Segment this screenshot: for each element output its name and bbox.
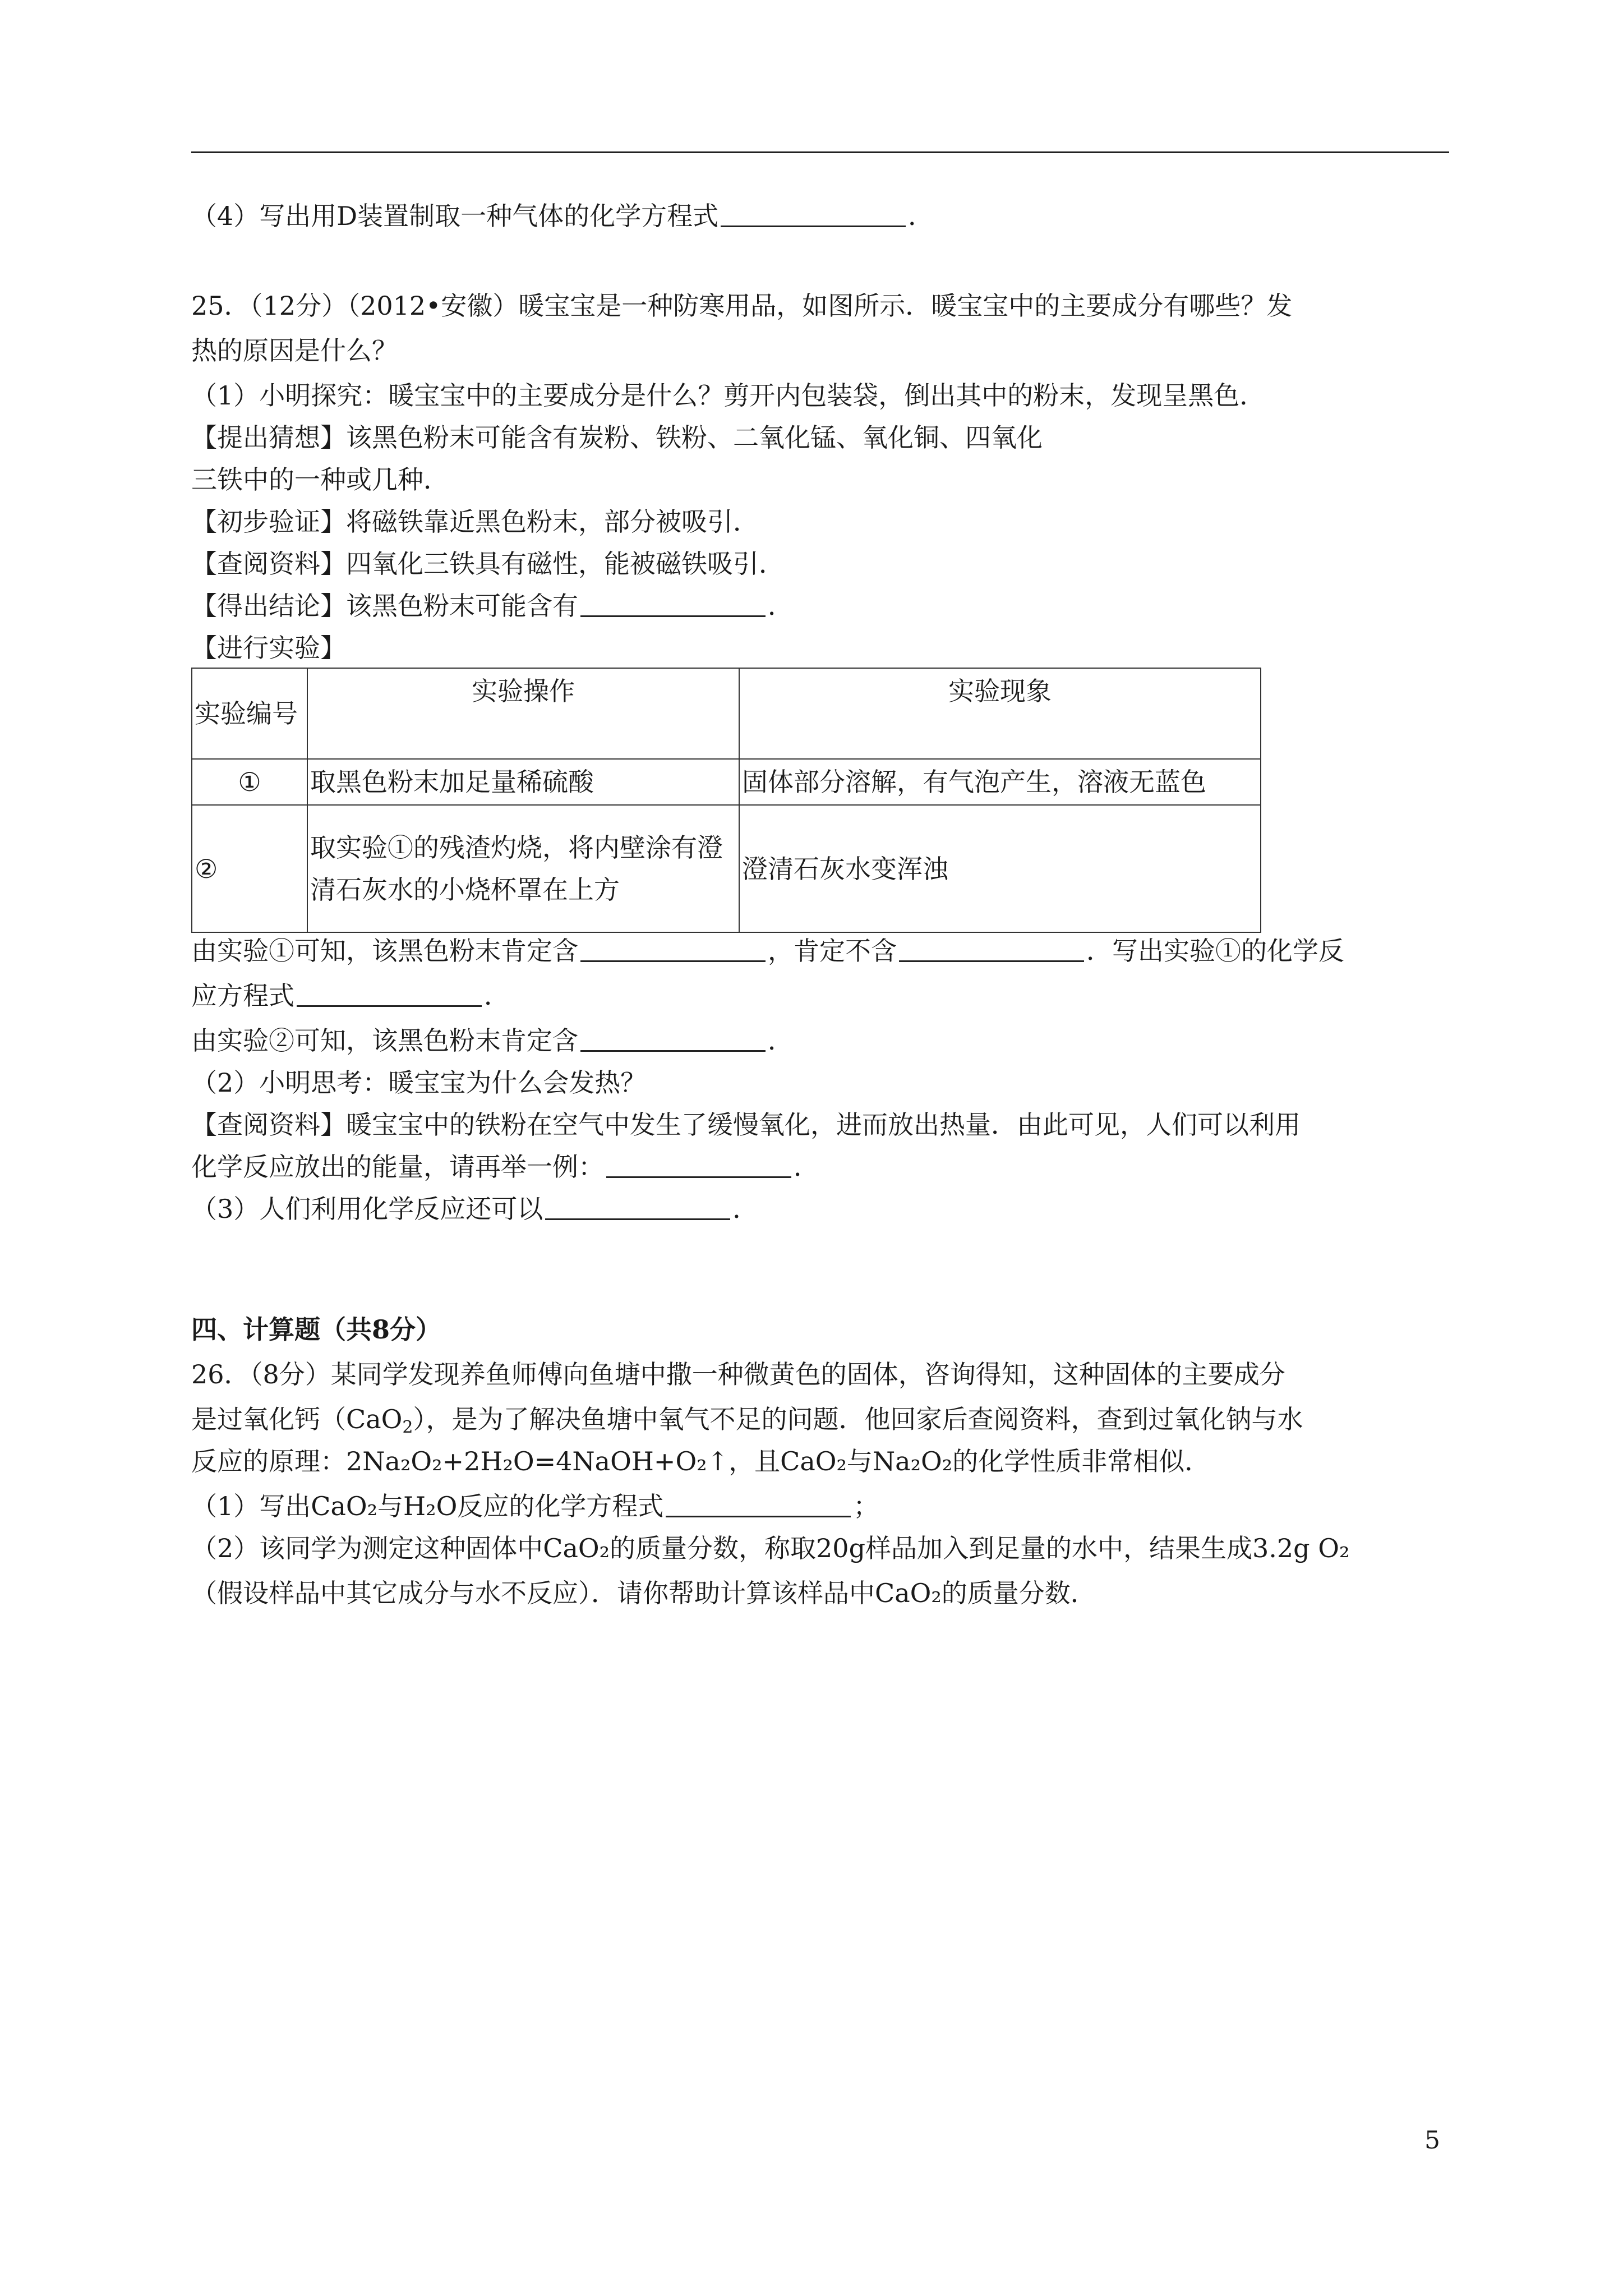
q25-lookup: 【查阅资料】四氧化三铁具有磁性，能被磁铁吸引． (191, 549, 785, 579)
answer-blank[interactable] (297, 1004, 482, 1007)
q25-result2: 由实验②可知，该黑色粉末肯定含 ． (191, 1025, 794, 1056)
q26-line2: 是过氧化钙（CaO$_2$），是为了解决鱼塘中氧气不足的问题．他回家后查阅资料，查到过氧化钠与水 (191, 1404, 1303, 1437)
q24-part4: （4）写出用D装置制取一种气体的化学方程式 ． (191, 201, 934, 231)
q26-line1: 26．（8分）某同学发现养鱼师傅向鱼塘中撒一种微黄色的固体，咨询得知，这种固体的主要成分 (191, 1359, 1285, 1389)
answer-blank[interactable] (899, 959, 1084, 962)
table-cell: 取黑色粉末加足量稀硫酸 (307, 759, 739, 805)
answer-blank[interactable] (721, 224, 906, 227)
answer-blank[interactable] (666, 1515, 851, 1517)
table-cell: 澄清石灰水变浑浊 (739, 805, 1261, 932)
answer-blank[interactable] (606, 1175, 791, 1178)
table-cell: 固体部分溶解，有气泡产生，溶液无蓝色 (739, 759, 1261, 805)
q24-part4-text: （4）写出用D装置制取一种气体的化学方程式 (191, 201, 719, 231)
q25-intro-line1: 25．（12分）（2012•安徽）暖宝宝是一种防寒用品，如图所示．暖宝宝中的主要成分有哪些？发 (191, 291, 1293, 321)
table-header-cell: 实验操作 (307, 668, 739, 759)
q25-part1: （1）小明探究：暖宝宝中的主要成分是什么？剪开内包装袋，倒出其中的粉末，发现呈黑色． (191, 380, 1266, 411)
experiment-table (191, 668, 1261, 933)
section4-title: 四、计算题（共8分） (191, 1314, 442, 1345)
answer-blank[interactable] (545, 1217, 730, 1220)
q26-part2-line1: （2）该同学为测定这种固体中CaO₂的质量分数，称取20g样品加入到足量的水中，结果生成3.2g O₂ (191, 1533, 1350, 1563)
table-header-cell: 实验编号 (192, 668, 307, 759)
q25-result1-line1: 由实验①可知，该黑色粉末肯定含 ，肯定不含 ．写出实验①的化学反 (191, 936, 1344, 966)
answer-blank[interactable] (580, 1049, 766, 1052)
q25-lookup2-line1: 【查阅资料】暖宝宝中的铁粉在空气中发生了缓慢氧化，进而放出热量．由此可见，人们可以利用 (191, 1110, 1301, 1140)
q25-lookup2-line2: 化学反应放出的能量，请再举一例： ． (191, 1152, 819, 1182)
q25-guess-line1: 【提出猜想】该黑色粉末可能含有炭粉、铁粉、二氧化锰、氧化铜、四氧化 (191, 422, 1043, 453)
table-cell: ① (192, 759, 307, 805)
answer-blank[interactable] (580, 959, 766, 962)
q25-part2: （2）小明思考：暖宝宝为什么会发热？ (191, 1068, 647, 1098)
answer-blank[interactable] (580, 614, 766, 617)
table-row (192, 759, 1261, 805)
table-row (192, 805, 1261, 932)
table-header-cell: 实验现象 (739, 668, 1261, 759)
q25-intro-line2: 热的原因是什么？ (191, 335, 398, 366)
header-rule (191, 151, 1449, 153)
q25-conclusion: 【得出结论】该黑色粉末可能含有 ． (191, 591, 794, 621)
page-number: 5 (1424, 2126, 1440, 2155)
table-cell: 取实验①的残渣灼烧，将内壁涂有澄清石灰水的小烧杯罩在上方 (307, 805, 739, 932)
q25-result1-line2: 应方程式 ． (191, 981, 510, 1011)
q25-part3: （3）人们利用化学反应还可以 ． (191, 1194, 759, 1224)
q26-line3: 反应的原理：2Na₂O₂+2H₂O=4NaOH+O₂↑，且CaO₂与Na₂O₂的化学性质非常相似． (191, 1446, 1211, 1476)
q26-part2-line2: （假设样品中其它成分与水不反应）．请你帮助计算该样品中CaO₂的质量分数． (191, 1578, 1096, 1608)
q25-guess-line2: 三铁中的一种或几种． (191, 464, 449, 495)
q26-part1: （1）写出CaO₂与H₂O反应的化学方程式 ； (191, 1491, 879, 1521)
table-header-row (192, 668, 1261, 759)
table-cell: ② (192, 805, 307, 932)
q25-verify: 【初步验证】将磁铁靠近黑色粉末，部分被吸引． (191, 507, 759, 537)
q25-experiment-title: 【进行实验】 (191, 633, 346, 663)
